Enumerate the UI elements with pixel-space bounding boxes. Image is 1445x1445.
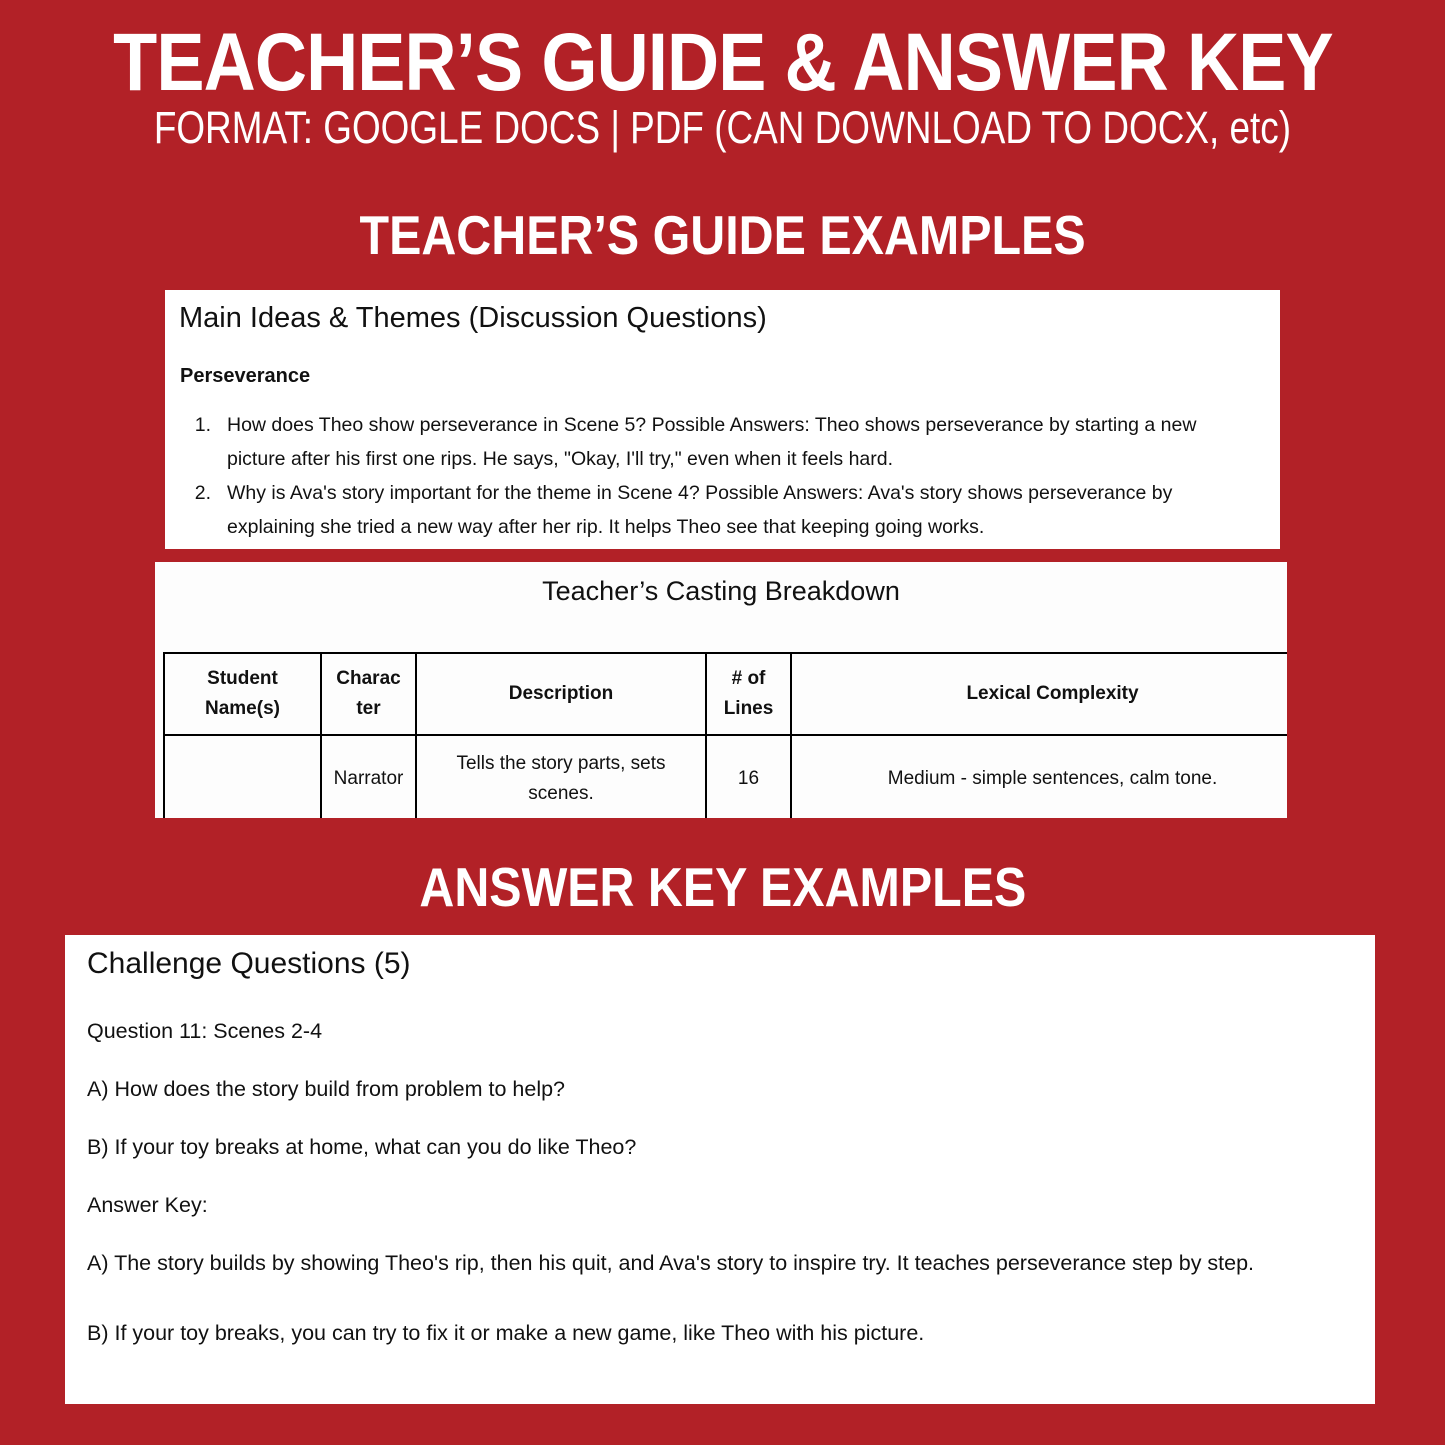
question-text: Why is Ava's story important for the theme in Scene 4? Possible Answers: Ava's story shows perseverance by explaining she tried a new way after her rip. It helps Theo see that keeping going works. (227, 482, 1173, 538)
cell-student-names (164, 735, 321, 818)
page-title (0, 17, 1445, 108)
cell-description: Tells the story parts, sets scenes. (416, 735, 706, 818)
answer-key-line: Question 11: Scenes 2-4 (87, 1019, 323, 1043)
answer-key-line: Answer Key: (87, 1193, 208, 1217)
cell-character: Narrator (321, 735, 416, 818)
table-row (164, 735, 1287, 818)
discussion-question (165, 408, 1280, 476)
main-ideas-panel (165, 290, 1280, 549)
page-subtitle-text: FORMAT: GOOGLE DOCS | PDF (CAN DOWNLOAD TO DOCX, etc) (153, 102, 1292, 153)
question-text: How does Theo show perseverance in Scene 5? Possible Answers: Theo shows perseverance by starting a new picture after his first one rips. He says, "Okay, I'll try," even when it feels hard. (227, 414, 1197, 470)
casting-breakdown-panel (155, 562, 1287, 818)
theme-label: Perseverance (180, 365, 311, 387)
column-header-num-lines: # of Lines (706, 653, 791, 735)
main-ideas-heading: Main Ideas & Themes (Discussion Questions) (179, 302, 767, 334)
table-header-row (164, 653, 1287, 735)
answer-key-panel (65, 935, 1375, 1404)
question-number: 1. (194, 414, 211, 436)
discussion-question-list (165, 408, 1280, 544)
column-header-character: Charac ter (321, 653, 416, 735)
column-header-lexical-complexity: Lexical Complexity (791, 653, 1287, 735)
answer-key-line: A) How does the story build from problem to help? (87, 1077, 566, 1101)
cell-num-lines: 16 (706, 735, 791, 818)
casting-breakdown-title: Teacher’s Casting Breakdown (542, 576, 900, 606)
column-header-student-names: Student Name(s) (164, 653, 321, 735)
page-title-text: TEACHER’S GUIDE & ANSWER KEY (112, 17, 1333, 108)
answer-key-line: B) If your toy breaks, you can try to fix it or make a new game, like Theo with his picture. (87, 1321, 925, 1345)
column-header-description: Description (416, 653, 706, 735)
answer-key-line: A) The story builds by showing Theo's rip, then his quit, and Ava's story to inspire try. It teaches perseverance step by step. (87, 1251, 1255, 1275)
section-heading-answer-key: ANSWER KEY EXAMPLES (419, 856, 1026, 918)
answer-key-line: B) If your toy breaks at home, what can you do like Theo? (87, 1135, 637, 1159)
casting-breakdown-table (163, 652, 1287, 818)
question-number: 2. (194, 482, 211, 504)
discussion-question (165, 476, 1280, 544)
page-subtitle (0, 103, 1445, 153)
cell-lexical-complexity: Medium - simple sentences, calm tone. (791, 735, 1287, 818)
section-heading-teachers-guide: TEACHER’S GUIDE EXAMPLES (359, 204, 1086, 266)
answer-key-heading: Challenge Questions (5) (87, 947, 411, 980)
